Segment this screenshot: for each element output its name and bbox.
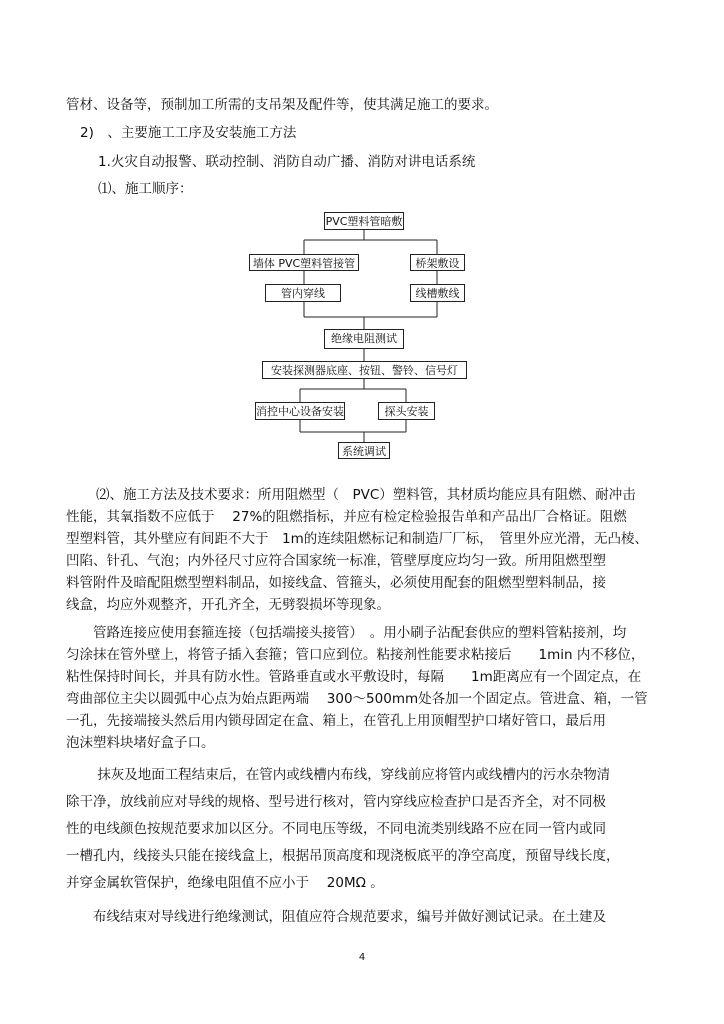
flow-step-insulation-test: 绝缘电阻测试 (324, 329, 404, 349)
construction-flowchart (0, 0, 724, 470)
wiring-paragraph (66, 762, 662, 897)
paragraph-line: 一槽孔内，线接头只能在接线盒上，根据吊顶高度和现浇板底平的净空高度，预留导线长度， (66, 848, 620, 864)
subsection-1-title: 1.火灾自动报警、联动控制、消防自动广播、消防对讲电话系统 (98, 154, 476, 170)
paragraph-line: 性能，其氧指数不应低于 27%的阻燃指标，并应有检定检验报告单和产品出厂合格证。阻燃 (66, 509, 627, 525)
method-paragraph (66, 484, 662, 616)
paragraph-line: ⑵、施工方法及技术要求：所用阻燃型（ PVC）塑料管，其材质均能应具有阻燃、耐冲击 (96, 487, 636, 503)
paragraph-line: 泡沫塑料块堵好盒子口。 (66, 735, 215, 751)
flow-step-control-center: 消控中心设备安装 (255, 402, 345, 420)
paragraph-line: 并穿金属软管保护，绝缘电阻值不应小于 20MΩ 。 (66, 875, 384, 891)
connection-paragraph (66, 622, 662, 754)
flow-step-probe-install: 探头安装 (378, 402, 435, 420)
paragraph-line: 一孔，先接端接头然后用内锁母固定在盒、箱上，在管孔上用顶帽型护口堵好管口，最后用 (66, 713, 606, 729)
paragraph-line: 管路连接应使用套箍连接（包括端接头接管） 。用小刷子沾配套供应的塑料管粘接剂，均 (66, 625, 627, 641)
paragraph-line: 布线结束对导线进行绝缘测试，阻值应符合规范要求，编号并做好测试记录。在土建及 (66, 909, 606, 925)
paragraph-line: 匀涂抹在管外壁上，将管子插入套箍；管口应到位。粘接剂性能要求粘接后 1min 内不移位， (66, 647, 645, 663)
flow-step-pvc-conduit: PVC塑料管暗敷 (324, 212, 404, 230)
paragraph-line: 凹陷、针孔、气泡；内外径尺寸应符合国家统一标准，管壁厚度应均匀一致。所用阻燃型塑 (66, 553, 606, 569)
flow-step-system-debug: 系统调试 (338, 442, 390, 459)
construction-order-title: ⑴、施工顺序： (98, 181, 193, 197)
section-2-title: 2) 、主要施工工序及安装施工方法 (80, 125, 297, 141)
flow-step-install-devices: 安装探测器底座、按钮、警铃、信号灯 (262, 361, 467, 379)
paragraph-line: 型塑料管，其外壁应有间距不大于 1m的连续阻燃标记和制造厂厂标， 管里外应光滑，无凸棱、 (66, 531, 648, 547)
last-paragraph (66, 906, 662, 928)
paragraph-line: 抹灰及地面工程结束后，在管内或线槽内布线，穿线前应将管内或线槽内的污水杂物清 (66, 767, 611, 783)
flow-step-trunking-laying: 线槽敷线 (410, 284, 465, 302)
paragraph-line: 性的电线颜色按规范要求加以区分。不同电压等级，不同电流类别线路不应在同一管内或同 (66, 821, 606, 837)
flow-step-tray-laying: 桥架敷设 (410, 254, 465, 271)
page-number: 4 (358, 952, 366, 963)
paragraph-line: 弯曲部位主尖以圆弧中心点为始点距两端 300～500mm处各加一个固定点。管进盒、箱，一管 (66, 691, 648, 707)
flow-step-wall-pvc: 墙体 PVC塑料管接管 (249, 254, 359, 271)
flowchart-connectors (0, 0, 724, 470)
paragraph-line: 粘性保持时间长，并具有防水性。管路垂直或水平敷设时，每隔 1m距离应有一个固定点，在 (66, 669, 642, 685)
flow-step-pipe-threading: 管内穿线 (265, 284, 341, 302)
paragraph-line: 线盒，均应外观整齐，开孔齐全，无劈裂损坏等现象。 (66, 597, 390, 613)
paragraph-line: 除干净，放线前应对导线的规格、型号进行核对，管内穿线应检查护口是否齐全，对不同极 (66, 794, 606, 810)
paragraph-line: 料管附件及暗配阻燃型塑料制品，如接线盒、管箍头，必须使用配套的阻燃型塑料制品，接 (66, 575, 606, 591)
intro-line: 管材、设备等，预制加工所需的支吊架及配件等，使其满足施工的要求。 (66, 97, 498, 113)
